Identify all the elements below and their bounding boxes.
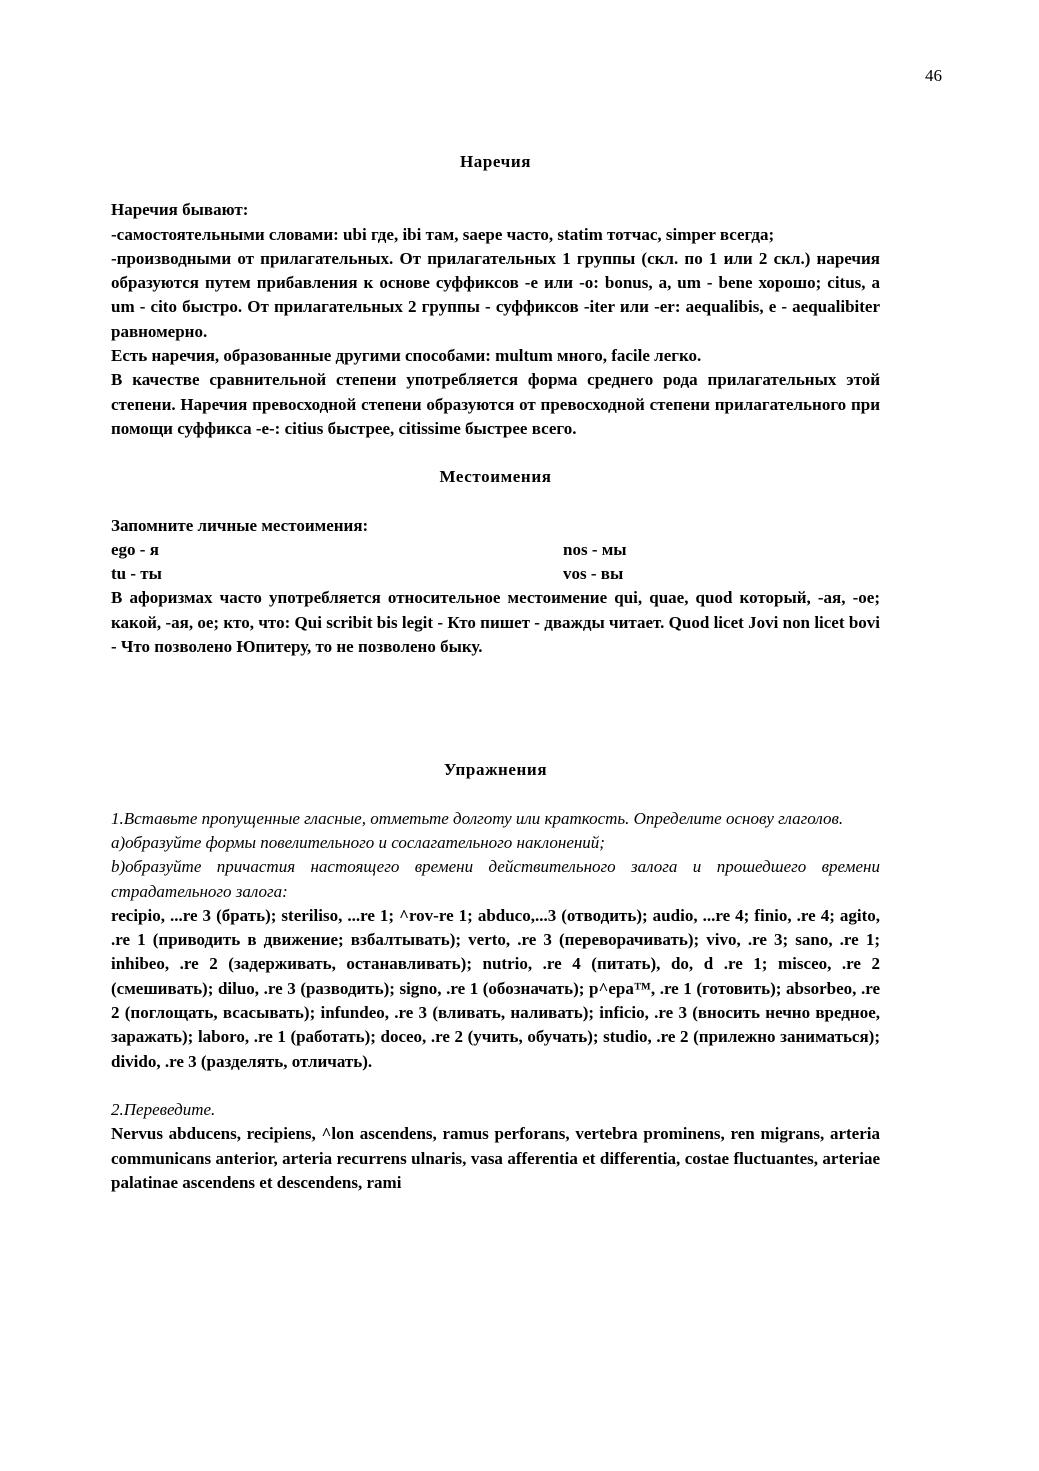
pronoun-row — [111, 538, 880, 562]
paragraph: Наречия бывают: — [111, 200, 249, 220]
spacer — [111, 1074, 880, 1098]
document-body — [111, 150, 880, 1195]
pronouns-intro: Запомните личные местоимения: — [111, 515, 369, 535]
page-number: 46 — [925, 66, 942, 85]
paragraph: -производными от прилагательных. От прилагательных 1 группы (скл. по 1 или 2 скл.) наречия образуются путем прибавления к основе суффиксов -е или -о: bonus, a, um - bene хорошо; citus, a um - cito быстро. От прилагательных 2 группы - суффиксов -iter или -er: aequalibis, e - aequalibiter равномерно. — [111, 248, 880, 341]
paragraph: -самостоятельными словами: ubi где, ibi там, saepe часто, statim тотчас, simper всегда; — [111, 224, 775, 244]
section-title-adverbs: Наречия — [459, 152, 532, 171]
section-title-exercises: Упражнения — [443, 760, 548, 780]
paragraph: В качестве сравнительной степени употребляется форма среднего рода прилагательных этой степени. Наречия превосходной степени образуются от превосходной степени прилагательного при помощи суффикса -е-: citius быстрее, citissime быстрее всего. — [111, 370, 880, 438]
exercise-1-instruction: 1.Вставьте пропущенные гласные, отметьте долготу или краткость. Определите основу глаголов. — [111, 808, 844, 828]
exercise-1-body: recipio, ...re 3 (брать); steriliso, ...re 1; ^rov-re 1; abduco,...3 (отводить); audio, ...re 4; finio, .re 4; agito, .re 1 (приводить в движение; взбалтывать); verto, .re 3 (переворачивать); vivo, .re 3; sano, .re 1; inhibeo, .re 2 (задерживать, останавливать); nutrio, .re 4 (питать), do, d .re 1; misceo, .re 2 (смешивать); diluo, .re 3 (разводить); signo, .re 1 (обозначать); p^epa™, .re 1 (готовить); absorbeo, .re 2 (поглощать, всасывать); infundeo, .re 3 (вливать, наливать); inficio, .re 3 (вносить нечно вредное, заражать); laboro, .re 1 (работать); doceo, .re 2 (учить, обучать); studio, .re 2 (прилежно заниматься); divido, .re 3 (разделять, отличать). — [111, 905, 880, 1071]
exercise-2-instruction: 2.Переведите. — [111, 1099, 216, 1119]
exercise-1-sub-b: b)образуйте причастия настоящего времени действительного залога и прошедшего времени страдательного залога: — [111, 857, 880, 901]
pronoun-singular: ego - я — [111, 539, 159, 559]
exercise-2-body: Nervus abducens, recipiens, ^lon ascendens, ramus perforans, vertebra prominens, ren migrans, arteria communicans anterior, arteria recurrens ulnaris, vasa afferentia et differentia, costae fluctuantes, arteriae palatinae ascendens et descendens, rami — [111, 1124, 880, 1192]
pronoun-plural: vos - вы — [563, 564, 624, 584]
paragraph: В афоризмах часто употребляется относительное местоимение qui, quae, quod который, -ая, -ое; какой, -ая, ое; кто, что: Qui scribit bis legit - Кто пишет - дважды читает. Quod licet Jovi non licet bovi - Что позволено Юпитеру, то не позволено быку. — [111, 588, 880, 657]
paragraph: Есть наречия, образованные другими способами: multum много, facile легко. — [111, 346, 702, 366]
exercise-1-sub-a: а)образуйте формы повелительного и сослагательного наклонений; — [111, 832, 605, 852]
pronoun-singular: tu - ты — [111, 564, 162, 584]
section-title-pronouns: Местоимения — [439, 467, 552, 487]
pronoun-plural: nos - мы — [563, 539, 627, 559]
pronoun-row — [111, 562, 880, 586]
